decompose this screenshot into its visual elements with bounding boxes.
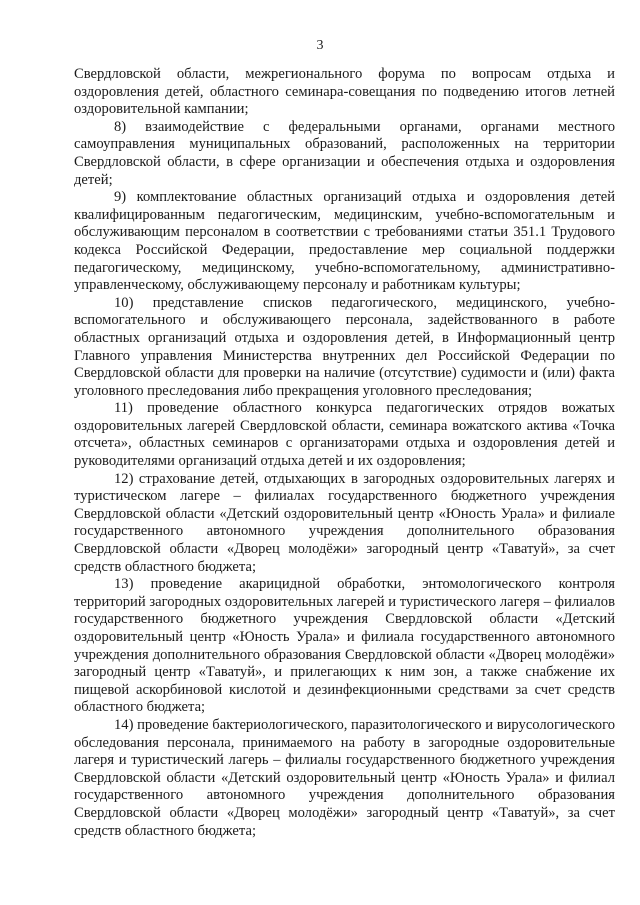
list-item-14: 14) проведение бактериологического, паразитологического и вирусологического обследования персонала, принимаемого на работу в загородные оздоровительные лагеря и туристический лагерь – филиалы государственного бюджетного учреждения Свердловской области «Детский оздоровительный центр «Юность Урала» и филиал государственного автономного учреждения дополнительного образования Свердловской области «Дворец молодёжи» загородный центр «Таватуй», за счет средств областного бюджета; xyxy=(74,716,615,839)
page-number: 3 xyxy=(316,38,324,53)
list-item-11: 11) проведение областного конкурса педагогических отрядов вожатых оздоровительных лагерей Свердловской области, семинара вожатского актива «Точка отсчета», областных семинаров с организаторами отдыха и оздоровления детей и руководителями организаций отдыха детей и их оздоровления; xyxy=(74,400,615,470)
list-item-8: 8) взаимодействие с федеральными органами, органами местного самоуправления муниципальных образований, расположенных на территории Свердловской области, в сфере организации и обеспечения отдыха и оздоровления детей; xyxy=(74,118,615,188)
list-item-10: 10) представление списков педагогического, медицинского, учебно-вспомогательного и обслуживающего персонала, задействованного в работе областных организаций отдыха и оздоровления детей, в Информационный центр Главного управления Министерства внутренних дел Российской Федерации по Свердловской области для проверки на наличие (отсутствие) судимости и (или) факта уголовного преследования либо прекращения уголовного преследования; xyxy=(74,294,615,399)
list-item-13: 13) проведение акарицидной обработки, энтомологического контроля территорий загородных оздоровительных лагерей и туристического лагеря – филиалов государственного бюджетного учреждения Свердловской области «Детский оздоровительный центр «Юность Урала» и филиала государственного автономного учреждения дополнительного образования Свердловской области «Дворец молодёжи» загородный центр «Таватуй», и прилегающих к ним зон, а также снабжение их пищевой аскорбиновой кислотой и дезинфекционными средствами за счет средств областного бюджета; xyxy=(74,576,615,716)
paragraph-continuation: Свердловской области, межрегионального форума по вопросам отдыха и оздоровления детей, областного семинара-совещания по подведению итогов летней оздоровительной кампании; xyxy=(74,66,615,118)
list-item-12: 12) страхование детей, отдыхающих в загородных оздоровительных лагерях и туристическом лагере – филиалах государственного бюджетного учреждения Свердловской области «Детский оздоровительный центр «Юность Урала» и филиале государственного автономного учреждения дополнительного образования Свердловской области «Дворец молодёжи» загородный центр «Таватуй», за счет средств областного бюджета; xyxy=(74,470,615,575)
list-item-9: 9) комплектование областных организаций отдыха и оздоровления детей квалифицированным педагогическим, медицинским, учебно-вспомогательным и обслуживающим персоналом в соответствии с требованиями статьи 351.1 Трудового кодекса Российской Федерации, предоставление мер социальной поддержки педагогическому, медицинскому, учебно-вспомогательному, административно-управленческому, обслуживающему персоналу и работникам культуры; xyxy=(74,189,615,294)
document-body xyxy=(74,66,615,840)
